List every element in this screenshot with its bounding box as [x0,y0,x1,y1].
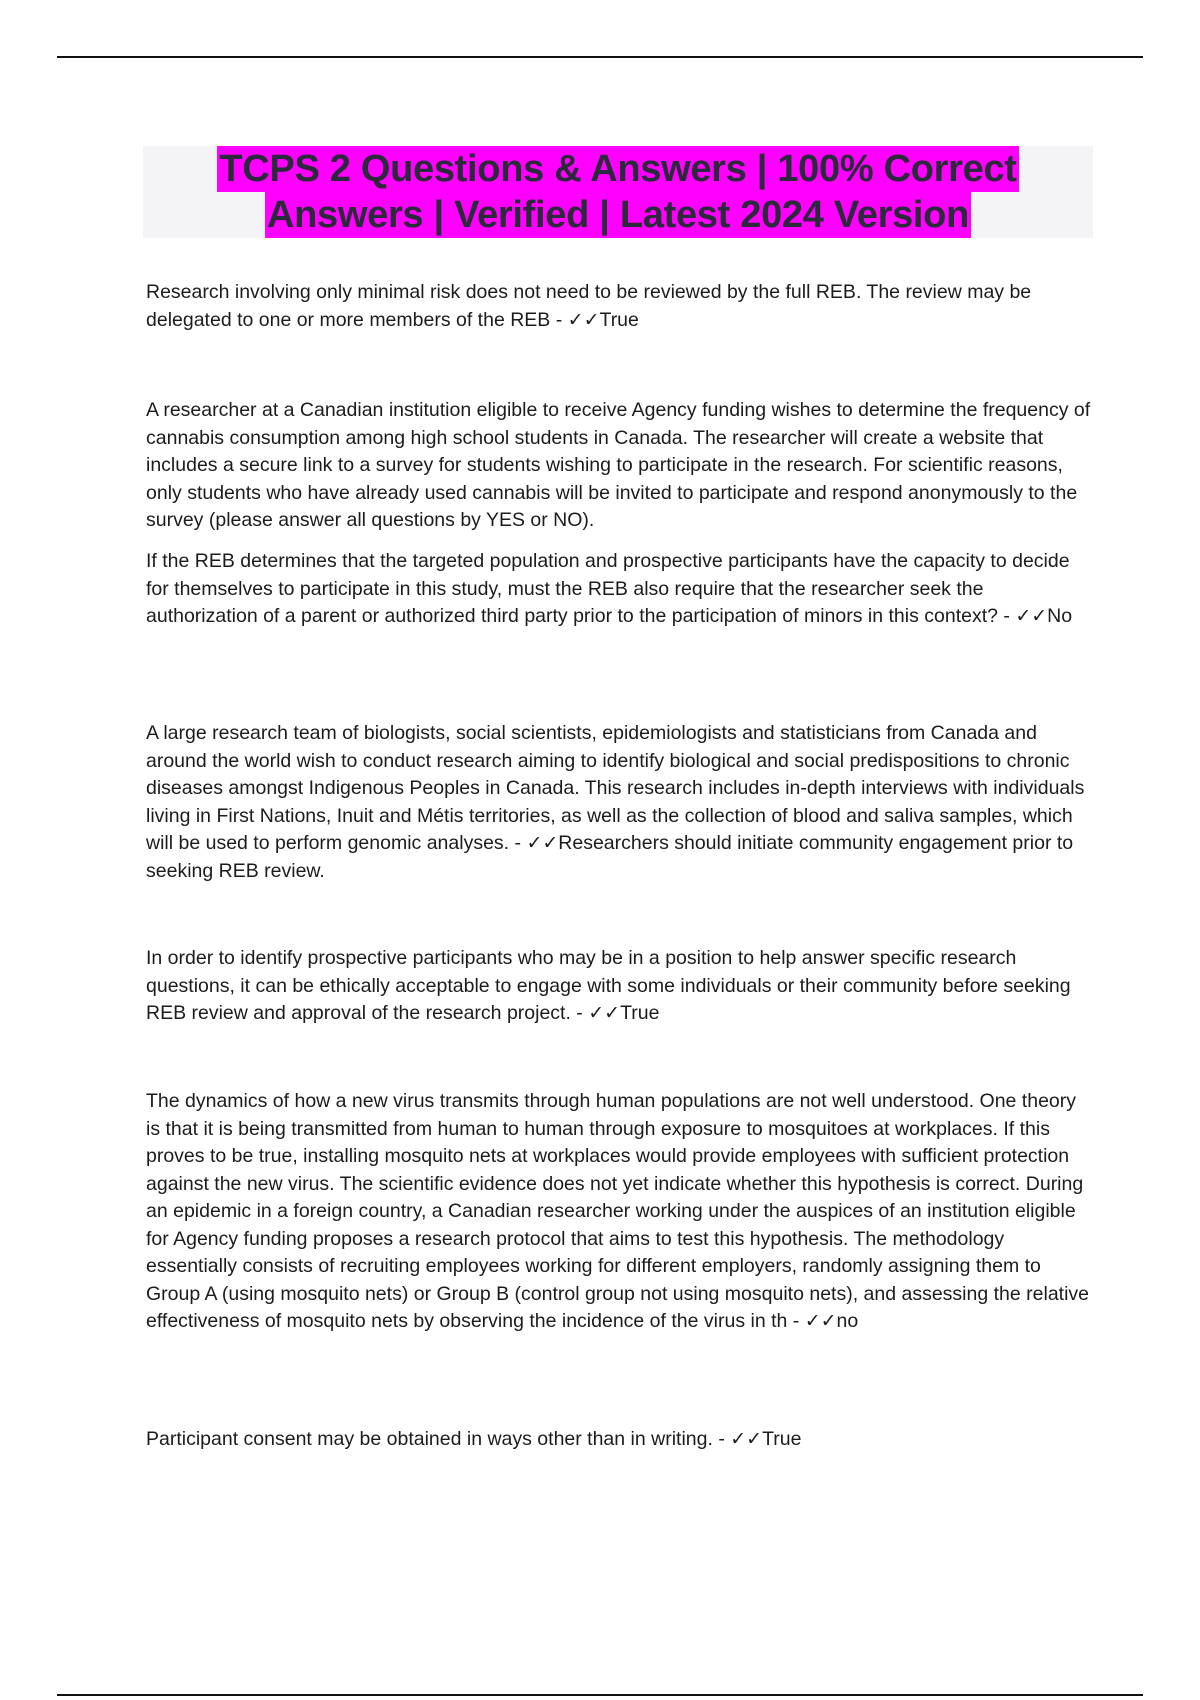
qa-item-2-context [146,397,1094,535]
check-mark: ✓✓ [1015,605,1048,627]
question-text: A large research team of biologists, social scientists, epidemiologists and statisticians from Canada and around the world wish to conduct research aiming to identify biological and social predispositions to chronic diseases amongst Indigenous Peoples in Canada. This research includes in-depth interviews with individuals living in First Nations, Inuit and Métis territories, as well as the collection of blood and saliva samples, which will be used to perform genomic analyses. [146,722,1085,854]
check-mark: ✓✓ [804,1310,837,1332]
answer-text: True [762,1428,802,1450]
separator: - [712,1428,731,1450]
separator: - [550,308,568,331]
qa-item-1 [146,279,1094,334]
title-line-2: Answers | Verified | Latest 2024 Version [266,194,970,236]
answer-text: True [599,308,639,331]
bottom-rule [57,1694,1143,1696]
check-mark: ✓✓ [730,1428,763,1450]
page-title [143,146,1093,238]
answer-text: No [1047,605,1073,627]
answer-text: Researchers should initiate community engagement prior to seeking REB review. [146,832,1074,882]
check-mark: ✓✓ [526,832,559,854]
question-text: Research involving only minimal risk does not need to be reviewed by the full REB. The review may be delegated to one or more members of the REB [146,281,1032,331]
qa-item-2 [146,548,1094,631]
check-mark: ✓✓ [567,308,600,331]
question-text: If the REB determines that the targeted population and prospective participants have the capacity to decide for themselves to participate in this study, must the REB also require that the researcher seek the authorization of a parent or authorized third party prior to the participation of minors in this context? [146,550,1070,627]
qa-item-5 [146,1088,1094,1336]
separator: - [509,832,527,854]
separator: - [787,1310,805,1332]
top-rule [57,56,1143,58]
qa-item-3 [146,720,1094,885]
check-mark: ✓✓ [588,1002,621,1024]
qa-item-4 [146,945,1094,1028]
qa-item-6 [146,1426,1094,1454]
question-text: Participant consent may be obtained in ways other than in writing. [146,1428,713,1450]
context-text: A researcher at a Canadian institution eligible to receive Agency funding wishes to determine the frequency of cannabis consumption among high school students in Canada. The researcher will create a website that includes a secure link to a survey for students wishing to participate in the research. For scientific reasons, only students who have already used cannabis will be invited to participate and respond anonymously to the survey (please answer all questions by YES or NO). [146,399,1091,531]
answer-text: True [620,1002,660,1024]
title-line-1: TCPS 2 Questions & Answers | 100% Correct [219,148,1017,190]
answer-text: no [836,1310,859,1332]
separator: - [997,605,1016,627]
question-text: In order to identify prospective participants who may be in a position to help answer specific research questions, it can be ethically acceptable to engage with some individuals or their community before seeking REB review and approval of the research project. [146,947,1071,1024]
question-text: The dynamics of how a new virus transmits through human populations are not well understood. One theory is that it is being transmitted from human to human through exposure to mosquitoes at workplaces. If this proves to be true, installing mosquito nets at workplaces would provide employees with sufficient protection against the new virus. The scientific evidence does not yet indicate whether this hypothesis is correct. During an epidemic in a foreign country, a Canadian researcher working under the auspices of an institution eligible for Agency funding proposes a research protocol that aims to test this hypothesis. The methodology essentially consists of recruiting employees working for different employers, randomly assigning them to Group A (using mosquito nets) or Group B (control group not using mosquito nets), and assessing the relative effectiveness of mosquito nets by observing the incidence of the virus in th [146,1090,1090,1332]
separator: - [570,1002,589,1024]
